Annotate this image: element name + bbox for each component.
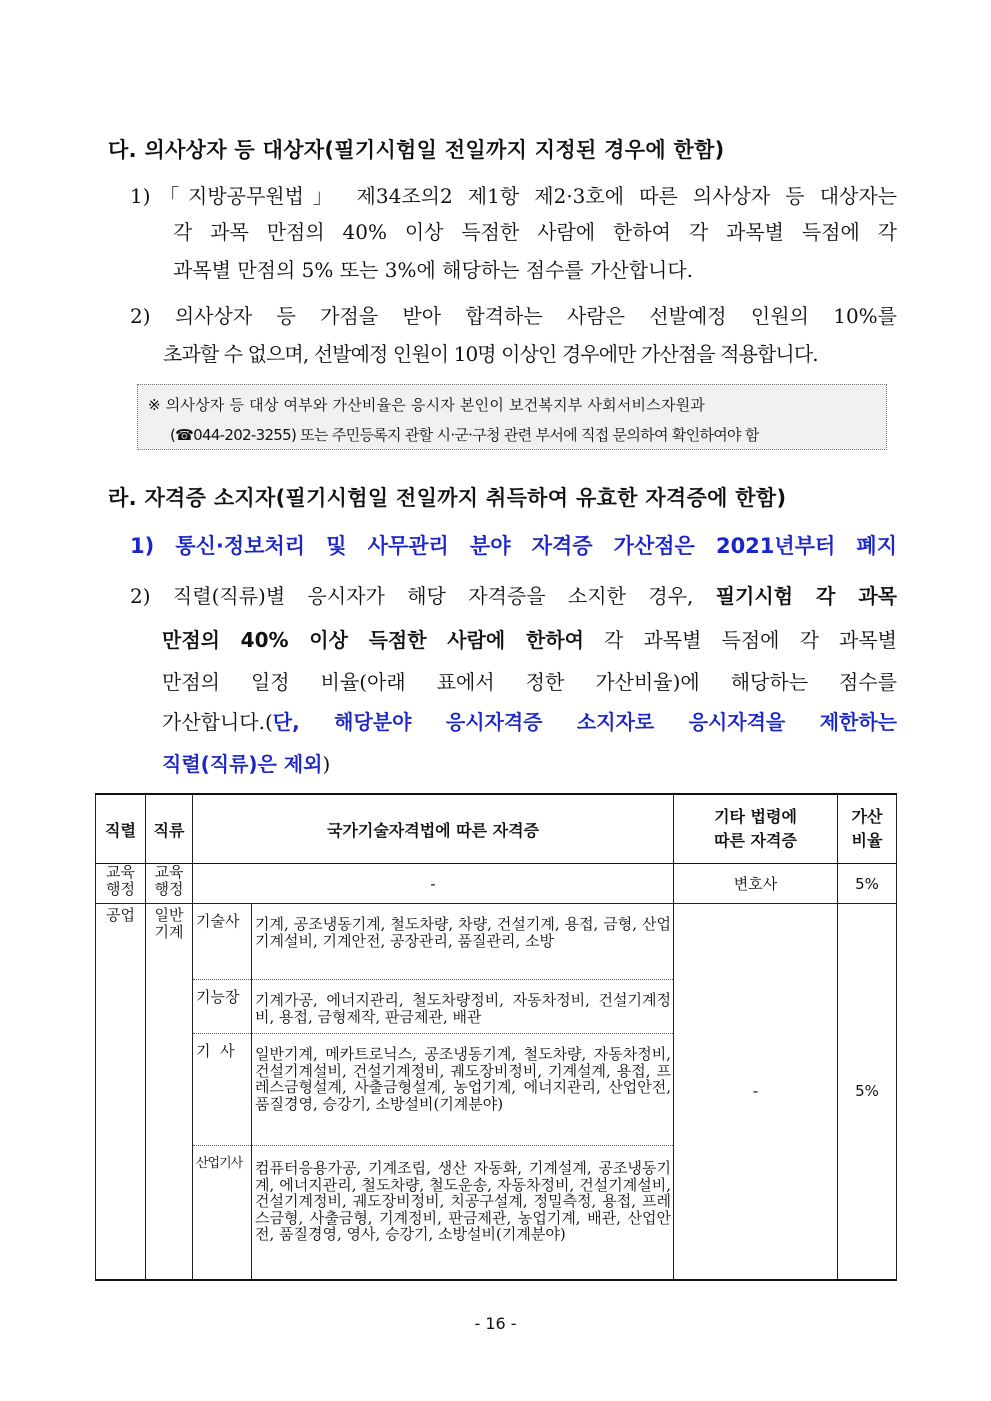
cert-list-cell: 컴퓨터응용가공, 기계조립, 생산 자동화, 기계설계, 공조냉동기계, 에너지관리, 철도차량, 철도운송, 자동차정비, 건설기계설비, 건설기계정비, 궤도장비정비, 치공구설계, 정밀측정, 용접, 프레스금형, 사출금형, 기계정비, 판금제관, 농업기계, 배관, 산업안전, 품질경영, 영사, 승강기, 소방설비(기계분야)	[252, 1146, 674, 1280]
ra-item2-line1-bold: 필기시험 각 과목	[715, 584, 897, 608]
da-item2-line1: 2) 의사상자 등 가점을 받아 합격하는 사람은 선발예정 인원의 10%를	[130, 304, 897, 328]
header-other-l2: 따른 자격증	[714, 831, 797, 850]
cert-list-cell: 일반기계, 메카트로닉스, 공조냉동기계, 철도차량, 자동차정비, 건설기계설비, 건설기계정비, 궤도장비정비, 기계설계, 용접, 프레스금형설계, 사출금형설계, 농업기계, 에너지관리, 산업안전, 품질경영, 승강기, 소방설비(기계분야)	[252, 1034, 674, 1146]
ra-item2-line1	[130, 580, 897, 609]
section-ra-heading: 라. 자격증 소지자(필기시험일 전일까지 취득하여 유효한 자격증에 한함)	[108, 486, 787, 510]
edu-other-cell: 변호사	[674, 864, 838, 904]
ind-series-cell: 공업	[96, 904, 146, 1280]
header-other-l1: 기타 법령에	[714, 807, 797, 826]
ra-item2-line4	[162, 706, 897, 735]
ra-item2-line4-blue: 단, 해당분야 응시자격증 소지자로 응시자격을 제한하는	[272, 710, 897, 734]
header-class: 직류	[146, 794, 193, 864]
edu-series-cell	[96, 864, 146, 904]
edu-class-cell	[146, 864, 193, 904]
ra-item2-line5	[162, 748, 330, 777]
header-series: 직렬	[96, 794, 146, 864]
ind-class-cell	[146, 904, 193, 1280]
ra-item2-line2-text: 각 과목별 득점에 각 과목별	[583, 628, 898, 652]
header-rate-l1: 가산	[851, 807, 883, 826]
da-item2-line2: 초과할 수 없으며, 선발예정 인원이 10명 이상인 경우에만 가산점을 적용합니다.	[163, 342, 818, 366]
notice-box	[137, 384, 887, 450]
cert-list-cell: 기계, 공조냉동기계, 철도차량, 차량, 건설기계, 용접, 금형, 산업기계설비, 기계안전, 공장관리, 품질관리, 소방	[252, 904, 674, 980]
ra-item2-line2-bold: 만점의 40% 이상 득점한 사람에 한하여	[162, 628, 584, 652]
edu-series-l2: 행정	[106, 880, 135, 898]
notice-line2: (☎044-202-3255) 또는 주민등록지 관할 시·군·구청 관련 부서에 직접 문의하여 확인하여야 함	[170, 426, 759, 444]
page-number: - 16 -	[474, 1314, 517, 1333]
header-national-cert: 국가기술자격법에 따른 자격증	[193, 794, 674, 864]
header-rate-l2: 비율	[851, 831, 883, 850]
edu-rate-cell: 5%	[838, 864, 897, 904]
ind-rate-cell: 5%	[838, 904, 897, 1280]
da-item1-line1: 1)「지방공무원법」 제34조의2 제1항 제2·3호에 따른 의사상자 등 대상자는	[130, 184, 897, 208]
ind-class-l2: 기계	[154, 923, 184, 941]
ind-class-l1: 일반	[154, 906, 184, 924]
ind-other-cell: -	[674, 904, 838, 1280]
header-rate	[838, 794, 897, 864]
table-row	[96, 864, 897, 904]
notice-line1: ※ 의사상자 등 대상 여부와 가산비율은 응시자 본인이 보건복지부 사회서비스자원과	[148, 396, 705, 414]
level-cell: 기술사	[193, 904, 252, 980]
ra-item1: 1) 통신·정보처리 및 사무관리 분야 자격증 가산점은 2021년부터 폐지	[130, 534, 897, 558]
edu-class-l1: 교육	[154, 863, 184, 881]
ra-item2-line5-text: )	[322, 752, 331, 776]
section-da-heading: 다. 의사상자 등 대상자(필기시험일 전일까지 지정된 경우에 한함)	[108, 138, 725, 162]
edu-national-cell: -	[193, 864, 674, 904]
edu-series-l1: 교육	[106, 863, 135, 881]
ra-item2-line4-text: 가산합니다.(	[162, 710, 273, 734]
da-item1-line3: 과목별 만점의 5% 또는 3%에 해당하는 점수를 가산합니다.	[173, 258, 694, 282]
level-cell: 기능장	[193, 980, 252, 1034]
edu-class-l2: 행정	[154, 880, 184, 898]
da-item1-line2: 각 과목 만점의 40% 이상 득점한 사람에 한하여 각 과목별 득점에 각	[173, 220, 897, 244]
header-other-cert	[674, 794, 838, 864]
certificate-table	[95, 793, 897, 1281]
level-cell: 산업기사	[193, 1146, 252, 1280]
cert-list-cell: 기계가공, 에너지관리, 철도차량정비, 자동차정비, 건설기계정비, 용접, 금형제작, 판금제관, 배관	[252, 980, 674, 1034]
table-header-row	[96, 794, 897, 864]
level-cell: 기 사	[193, 1034, 252, 1146]
ra-item2-line3: 만점의 일정 비율(아래 표에서 정한 가산비율)에 해당하는 점수를	[162, 670, 897, 694]
ra-item2-line5-blue: 직렬(직류)은 제외	[162, 752, 323, 776]
table-row	[96, 904, 897, 980]
ra-item2-line2	[162, 624, 897, 653]
ra-item2-line1-text: 2) 직렬(직류)별 응시자가 해당 자격증을 소지한 경우,	[130, 584, 716, 608]
